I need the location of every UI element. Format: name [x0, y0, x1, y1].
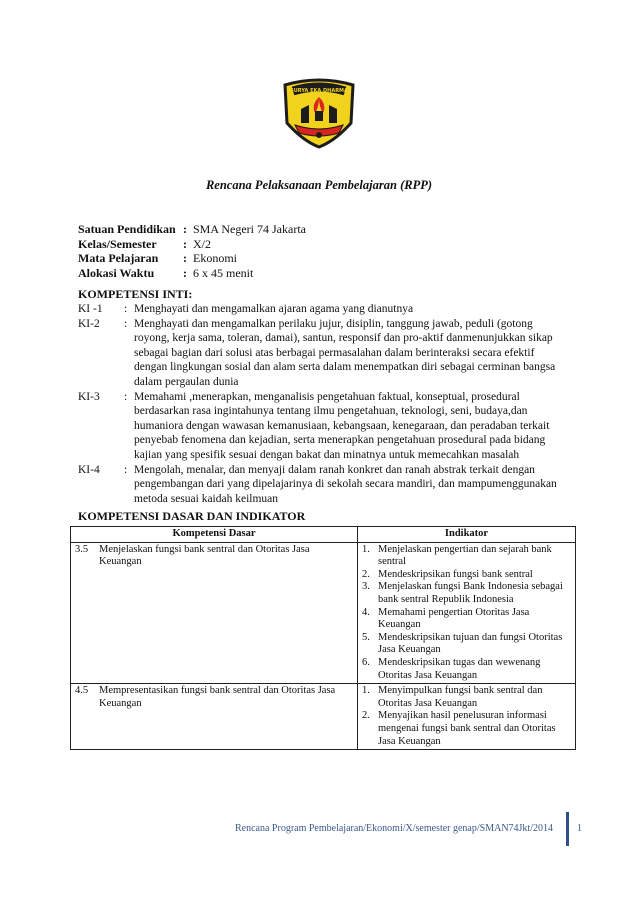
kd-table	[70, 526, 576, 750]
table-header-indicator: Indikator	[358, 527, 576, 543]
indicator-number: 6.	[362, 656, 370, 668]
indicator-text: Mendeskripsikan fungsi bank sentral	[378, 568, 533, 580]
list-item	[362, 657, 571, 682]
list-item	[362, 581, 571, 606]
footer-divider	[566, 812, 569, 846]
indicator-text: Mendeskripsikan tugas dan wewenang Otoritas Jasa Keuangan	[378, 656, 541, 681]
identity-sep: :	[183, 251, 187, 265]
page-number: 1	[577, 823, 582, 834]
identity-block	[78, 222, 306, 280]
table-header-row	[71, 527, 576, 543]
identity-sep: :	[183, 265, 187, 280]
ki-code: KI-3	[78, 390, 100, 403]
ki-code: KI-4	[78, 463, 100, 476]
identity-sep: :	[183, 236, 187, 251]
indicator-number: 1.	[362, 543, 370, 555]
list-item	[362, 569, 571, 582]
identity-row	[78, 266, 306, 281]
indicator-text: Memahami pengertian Otoritas Jasa Keuangan	[378, 606, 530, 631]
ki-item	[78, 302, 568, 317]
kd-heading: KOMPETENSI DASAR DAN INDIKATOR	[78, 509, 306, 523]
school-crest-icon	[275, 77, 363, 149]
identity-sep: :	[183, 222, 187, 236]
indicator-list	[362, 544, 571, 683]
indicator-number: 4.	[362, 606, 370, 618]
indicator-number: 1.	[362, 685, 370, 697]
ki-item	[78, 463, 568, 507]
list-item	[362, 544, 571, 569]
ki-code: KI -1	[78, 303, 103, 315]
indicator-text: Menyimpulkan fungsi bank sentral dan Otoritas Jasa Keuangan	[378, 685, 543, 709]
identity-label: Satuan Pendidikan	[78, 222, 176, 236]
identity-value: SMA Negeri 74 Jakarta	[193, 222, 306, 236]
ki-heading: KOMPETENSI INTI:	[78, 287, 193, 301]
document-title: Rencana Pelaksanaan Pembelajaran (RPP)	[205, 178, 433, 192]
page-footer: Rencana Program Pembelajaran/Ekonomi/X/semester genap/SMAN74Jkt/2014	[235, 823, 553, 834]
ki-text: Menghayati dan mengamalkan ajaran agama yang dianutnya	[134, 303, 414, 315]
identity-label: Mata Pelajaran	[78, 251, 159, 265]
ki-text: Memahami ,menerapkan, menganalisis pengetahuan faktual, konseptual, prosedural berdasarkan rasa ingintahunya tentang ilmu pengetahuan, teknologi, seni, budaya,dan humaniora dengan wawasan kemanusiaan, kebangsaan, kenegaraan, dan peradaban terkait penyebab fenomena dan kejadian, serta menerapkan pengetahuan prosedural pada bidang kajian yang spesifik sesuai dengan bakat dan minatnya untuk memecahkan masalah	[134, 390, 550, 461]
ki-colon: :	[124, 463, 128, 476]
list-item	[362, 685, 571, 710]
identity-label: Alokasi Waktu	[78, 265, 155, 280]
crest-motto: SURYA EKA DHARMA	[290, 88, 348, 94]
identity-row	[78, 222, 306, 237]
identity-row	[78, 237, 306, 252]
ki-colon: :	[124, 317, 128, 330]
ki-list	[78, 302, 568, 506]
ki-text: Mengolah, menalar, dan menyaji dalam ranah konkret dan ranah abstrak terkait dengan pengembangan dari yang dipelajarinya di sekolah secara mandiri, dan mampumenggunakan metoda sesuai kaidah keilmuan	[134, 463, 557, 505]
list-item	[362, 632, 571, 657]
kd-number: 4.5	[75, 685, 89, 697]
indicator-cell	[358, 542, 576, 684]
indicator-list	[362, 685, 571, 748]
indicator-number: 3.	[362, 581, 370, 593]
kd-text: Menjelaskan fungsi bank sentral dan Otoritas Jasa Keuangan	[99, 543, 310, 568]
kd-number: 3.5	[75, 543, 89, 555]
indicator-text: Menjelaskan fungsi Bank Indonesia sebagai bank sentral Republik Indonesia	[378, 581, 563, 605]
identity-label: Kelas/Semester	[78, 236, 157, 251]
list-item	[362, 607, 571, 632]
ki-text: Menghayati dan mengamalkan perilaku jujur, disiplin, tanggung jawab, peduli (gotong royong, kerja sama, toleran, damai), santun, responsif dan pro-aktif danmenunjukkan sikap sebagai bagian dari solusi atas berbagai permasalahan dalam berinteraksi secara efektif dengan lingkungan sosial dan alam serta dalam menempatkan diri sebagai cerminan bangsa dalam pergaulan dunia	[134, 317, 556, 388]
ki-item	[78, 317, 568, 390]
ki-item	[78, 390, 568, 463]
kd-cell	[71, 684, 358, 750]
indicator-text: Menjelaskan pengertian dan sejarah bank sentral	[378, 543, 552, 568]
ki-colon: :	[124, 390, 128, 403]
table-header-kd: Kompetensi Dasar	[71, 527, 358, 543]
identity-value: X/2	[193, 236, 211, 251]
indicator-text: Menyajikan hasil penelusuran informasi mengenai fungsi bank sentral dan Otoritas Jasa Keuangan	[378, 710, 556, 747]
indicator-text: Mendeskripsikan tujuan dan fungsi Otoritas Jasa Keuangan	[378, 631, 563, 656]
identity-value: Ekonomi	[193, 251, 237, 265]
kd-cell	[71, 542, 358, 684]
table-row	[71, 542, 576, 684]
table-row	[71, 684, 576, 750]
ki-code: KI-2	[78, 317, 100, 330]
kd-text: Mempresentasikan fungsi bank sentral dan Otoritas Jasa Keuangan	[99, 685, 336, 709]
identity-value: 6 x 45 menit	[193, 265, 254, 280]
ki-colon: :	[124, 303, 128, 315]
indicator-cell	[358, 684, 576, 750]
list-item	[362, 710, 571, 748]
indicator-number: 2.	[362, 568, 370, 580]
indicator-number: 5.	[362, 631, 370, 643]
indicator-number: 2.	[362, 710, 370, 722]
identity-row	[78, 251, 306, 266]
